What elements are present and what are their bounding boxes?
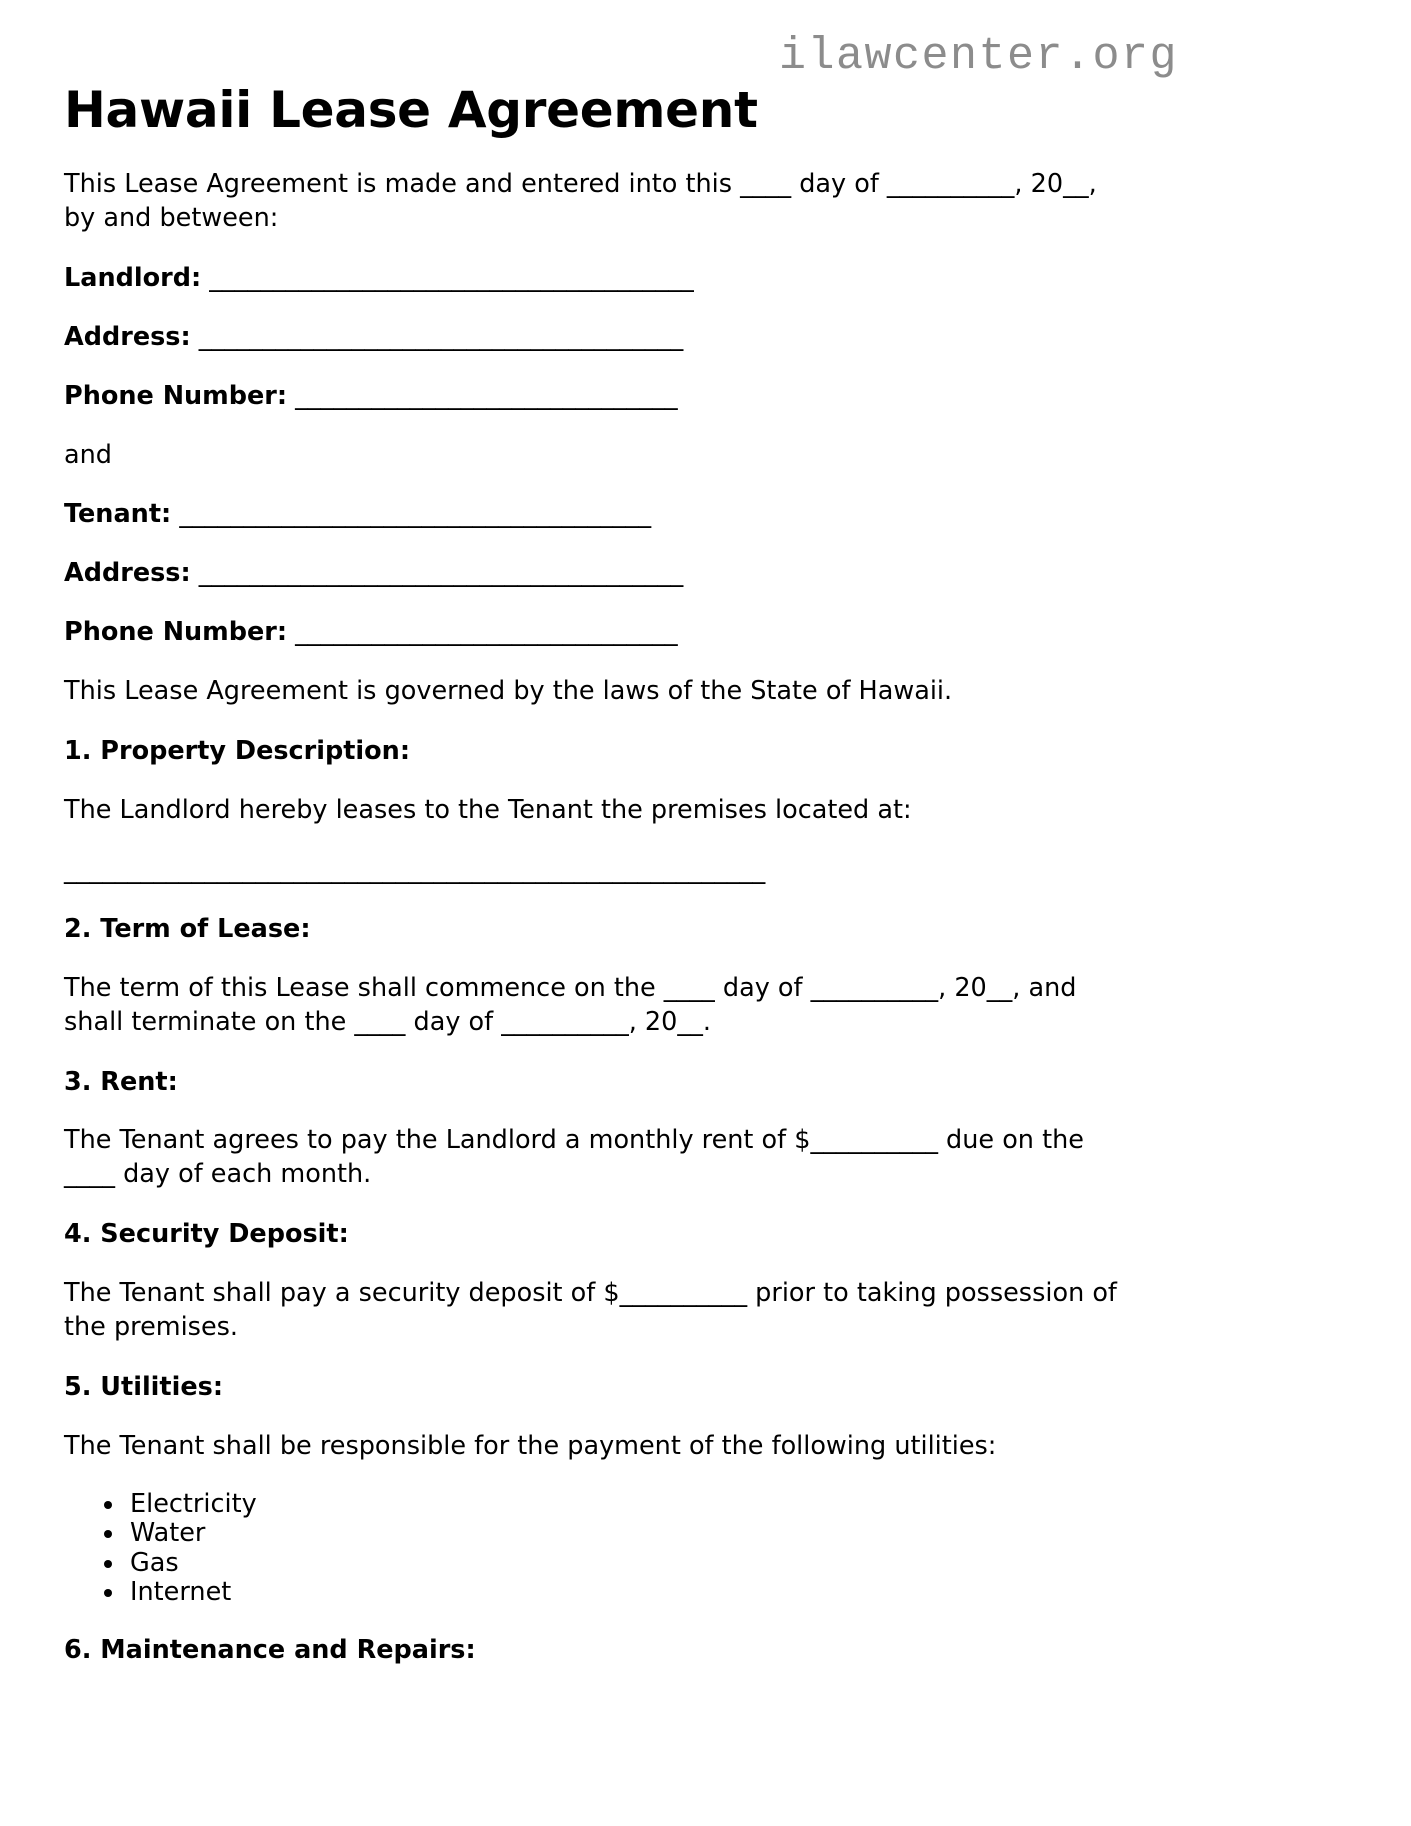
governing-law-paragraph: This Lease Agreement is governed by the laws of the State of Hawaii. xyxy=(64,676,953,707)
section-body-rent: The Tenant agrees to pay the Landlord a monthly rent of $__________ due on the ____ day of each month. xyxy=(64,1125,1084,1190)
utilities-list xyxy=(64,1490,1136,1608)
landlord-address-field xyxy=(64,321,1136,355)
section-heading-security-deposit: 4. Security Deposit: xyxy=(64,1219,349,1250)
tenant-phone-blank[interactable]: ______________________________ xyxy=(287,617,678,648)
list-item: • Gas xyxy=(126,1549,1136,1579)
document-body xyxy=(64,168,1136,1693)
site-watermark: ilawcenter.org xyxy=(778,31,1178,82)
section-body-term-of-lease: The term of this Lease shall commence on the ____ day of __________, 20__, and shall terminate on the ____ day of __________, 20__. xyxy=(64,972,1077,1037)
landlord-name-field xyxy=(64,262,1136,296)
landlord-name-blank[interactable]: ______________________________________ xyxy=(201,262,694,293)
list-item: • Water xyxy=(126,1519,1136,1549)
tenant-phone-field xyxy=(64,616,1136,650)
list-item: • Electricity xyxy=(126,1490,1136,1520)
landlord-phone-blank[interactable]: ______________________________ xyxy=(287,380,678,411)
tenant-address-field xyxy=(64,557,1136,591)
page-title: Hawaii Lease Agreement xyxy=(64,81,758,139)
section-body-security-deposit: The Tenant shall pay a security deposit of $__________ prior to taking possession of the premises. xyxy=(64,1278,1117,1343)
tenant-address-label: Address: xyxy=(64,558,191,589)
tenant-phone-label: Phone Number: xyxy=(64,617,288,648)
landlord-phone-field xyxy=(64,380,1136,414)
list-item: • Internet xyxy=(126,1578,1136,1608)
property-address-blank[interactable]: _______________________________________________________ xyxy=(64,854,766,885)
section-heading-maintenance-and-repairs: 6. Maintenance and Repairs: xyxy=(64,1635,476,1666)
watermark-container xyxy=(0,31,1178,82)
section-body-property-description: The Landlord hereby leases to the Tenant the premises located at: xyxy=(64,794,912,825)
tenant-name-label: Tenant: xyxy=(64,499,172,530)
landlord-name-label: Landlord: xyxy=(64,262,202,293)
tenant-name-field xyxy=(64,498,1136,532)
and-conjunction: and xyxy=(64,439,112,470)
landlord-address-blank[interactable]: ______________________________________ xyxy=(190,321,684,352)
landlord-address-label: Address: xyxy=(64,321,191,352)
tenant-name-blank[interactable]: _____________________________________ xyxy=(171,499,652,530)
intro-paragraph: This Lease Agreement is made and entered into this ____ day of __________, 20__, by and between: xyxy=(64,169,1097,233)
landlord-phone-label: Phone Number: xyxy=(64,380,288,411)
section-heading-utilities: 5. Utilities: xyxy=(64,1371,224,1402)
section-heading-property-description: 1. Property Description: xyxy=(64,736,411,767)
section-body-utilities: The Tenant shall be responsible for the payment of the following utilities: xyxy=(64,1430,997,1461)
tenant-address-blank[interactable]: ______________________________________ xyxy=(190,558,684,589)
section-heading-term-of-lease: 2. Term of Lease: xyxy=(64,913,311,944)
section-heading-rent: 3. Rent: xyxy=(64,1066,178,1097)
